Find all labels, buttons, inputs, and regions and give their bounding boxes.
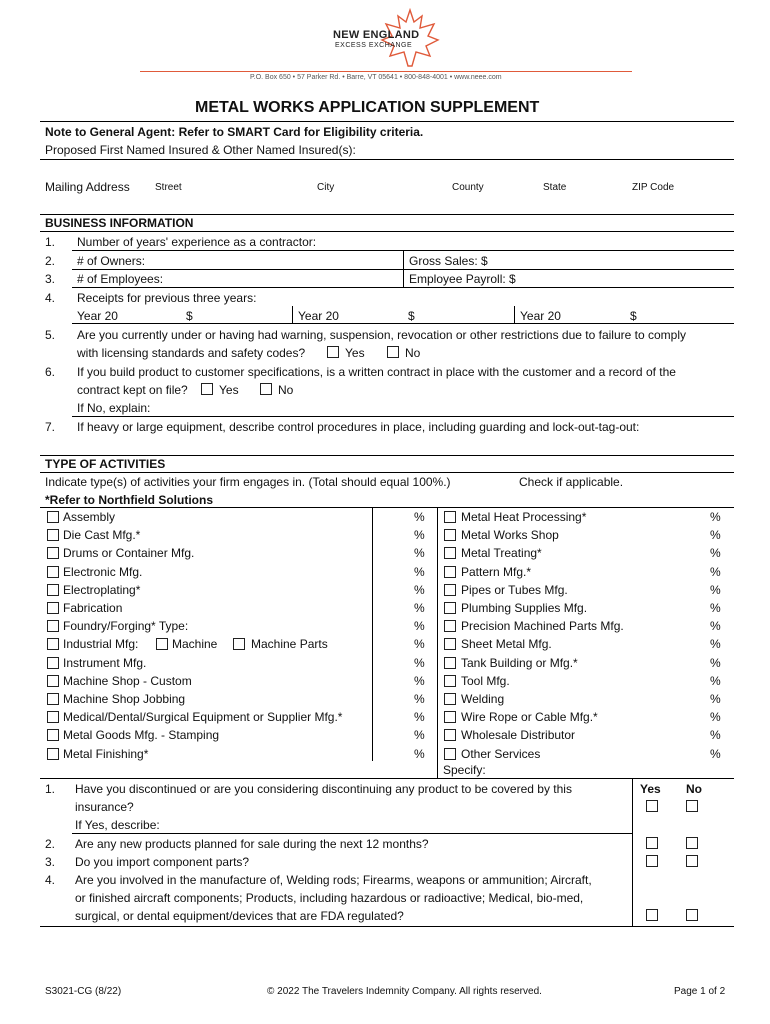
zip-label: ZIP Code bbox=[632, 182, 675, 193]
activity-left-checkbox[interactable] bbox=[47, 529, 59, 541]
q2-text: Are any new products planned for sale during the next 12 months? bbox=[75, 837, 429, 851]
bq6-text-a: If you build product to customer specifications, is a written contract in place with the customer and a record of the bbox=[77, 365, 676, 379]
activities-check-note: Check if applicable. bbox=[519, 475, 624, 489]
activities-heading-rule bbox=[40, 472, 734, 473]
bq2-num: 2. bbox=[45, 254, 56, 268]
activity-left-percent: % bbox=[414, 528, 425, 542]
city-label: City bbox=[317, 182, 335, 193]
q4-no-checkbox[interactable] bbox=[686, 909, 698, 921]
bq5-no-label: No bbox=[405, 346, 421, 360]
bq6-no-checkbox[interactable] bbox=[260, 383, 272, 395]
page-title: METAL WORKS APPLICATION SUPPLEMENT bbox=[195, 99, 540, 116]
activity-left-checkbox[interactable] bbox=[47, 566, 59, 578]
activity-right-percent: % bbox=[710, 692, 721, 706]
q1-num: 1. bbox=[45, 782, 56, 796]
activity-left-checkbox[interactable] bbox=[47, 711, 59, 723]
employee-payroll-label: Employee Payroll: $ bbox=[409, 272, 516, 286]
q3-yes-checkbox[interactable] bbox=[646, 855, 658, 867]
activity-right-label: Plumbing Supplies Mfg. bbox=[461, 601, 588, 615]
activity-right-label: Sheet Metal Mfg. bbox=[461, 637, 552, 651]
activities-top-rule bbox=[40, 455, 734, 456]
bq6-rule bbox=[72, 416, 734, 417]
bq5-text-b: with licensing standards and safety codes? bbox=[77, 346, 306, 360]
activity-right-percent: % bbox=[710, 656, 721, 670]
activity-left-label: Assembly bbox=[63, 510, 116, 524]
activity-right-percent: % bbox=[710, 728, 721, 742]
activity-left-label: Die Cast Mfg.* bbox=[63, 528, 141, 542]
activity-left-label: Fabrication bbox=[63, 601, 123, 615]
q4-text-b: or finished aircraft components; Products, including hazardous or radioactive; Medical, bio-med, bbox=[75, 891, 584, 905]
activities-grid-top bbox=[40, 507, 734, 508]
q4-text-a: Are you involved in the manufacture of, Welding rods; Firearms, weapons or ammunition; Aircraft, bbox=[75, 873, 592, 887]
activity-right-checkbox[interactable] bbox=[444, 711, 456, 723]
q4-num: 4. bbox=[45, 873, 56, 887]
county-label: County bbox=[452, 182, 484, 193]
q2-num: 2. bbox=[45, 837, 56, 851]
no-header: No bbox=[686, 782, 702, 796]
activity-left-checkbox[interactable] bbox=[47, 638, 59, 650]
activity-left-percent: % bbox=[414, 674, 425, 688]
activity-left-percent: % bbox=[414, 601, 425, 615]
activity-right-percent: % bbox=[710, 710, 721, 724]
activity-right-label: Pattern Mfg.* bbox=[461, 565, 532, 579]
activity-right-percent: % bbox=[710, 546, 721, 560]
activity-right-percent: % bbox=[710, 637, 721, 651]
activity-right-percent: % bbox=[710, 528, 721, 542]
bq6-explain: If No, explain: bbox=[77, 401, 151, 415]
receipt-dollar-3: $ bbox=[630, 309, 637, 323]
activity-right-label: Metal Treating* bbox=[461, 546, 542, 560]
activity-left-label: Electroplating* bbox=[63, 583, 141, 597]
activity-left-percent: % bbox=[414, 510, 425, 524]
footer-form-number: S3021-CG (8/22) bbox=[45, 986, 122, 997]
receipt-dollar-1: $ bbox=[186, 309, 193, 323]
bq4-text: Receipts for previous three years: bbox=[77, 291, 257, 305]
activities-bottom-rule bbox=[40, 778, 734, 779]
activities-mid-divider bbox=[372, 507, 373, 761]
yes-header: Yes bbox=[640, 782, 661, 796]
footer-page: Page 1 of 2 bbox=[674, 986, 726, 997]
bq6-no-label: No bbox=[278, 383, 294, 397]
header-address: P.O. Box 650 • 57 Parker Rd. • Barre, VT 05641 • 800-848-4001 • www.neee.com bbox=[250, 74, 502, 81]
industrial-machine-parts-checkbox[interactable] bbox=[233, 638, 245, 650]
q1-yes-checkbox[interactable] bbox=[646, 800, 658, 812]
activity-left-percent: % bbox=[414, 728, 425, 742]
bq6-yes-label: Yes bbox=[219, 383, 239, 397]
bq3-num: 3. bbox=[45, 272, 56, 286]
footer-copyright: © 2022 The Travelers Indemnity Company. All rights reserved. bbox=[267, 986, 542, 997]
activity-left-percent: % bbox=[414, 710, 425, 724]
logo-line2: EXCESS EXCHANGE bbox=[335, 42, 413, 49]
activity-right-percent: % bbox=[710, 601, 721, 615]
activity-right-checkbox[interactable] bbox=[444, 729, 456, 741]
activity-right-checkbox[interactable] bbox=[444, 693, 456, 705]
q3-num: 3. bbox=[45, 855, 56, 869]
q3-text: Do you import component parts? bbox=[75, 855, 250, 869]
activities-right-divider bbox=[437, 507, 438, 779]
activity-right-label: Pipes or Tubes Mfg. bbox=[461, 583, 568, 597]
activity-left-checkbox[interactable] bbox=[47, 511, 59, 523]
bq5-yes-label: Yes bbox=[345, 346, 365, 360]
bq5-no-checkbox[interactable] bbox=[387, 346, 399, 358]
industrial-machine-label: Machine bbox=[172, 637, 218, 651]
activity-right-checkbox[interactable] bbox=[444, 638, 456, 650]
q1-describe: If Yes, describe: bbox=[75, 818, 160, 832]
activity-left-percent: % bbox=[414, 747, 425, 761]
activity-right-label: Wire Rope or Cable Mfg.* bbox=[461, 710, 598, 724]
agent-note: Note to General Agent: Refer to SMART Card for Eligibility criteria. bbox=[45, 125, 424, 139]
bq3-rule bbox=[72, 287, 734, 288]
activity-left-label: Machine Shop - Custom bbox=[63, 674, 192, 688]
bq6-text-b: contract kept on file? bbox=[77, 383, 188, 397]
bq7-text: If heavy or large equipment, describe control procedures in place, including guarding and lock-out-tag-out: bbox=[77, 420, 640, 434]
activity-right-checkbox[interactable] bbox=[444, 620, 456, 632]
activity-right-percent: % bbox=[710, 510, 721, 524]
q1-text-a: Have you discontinued or are you considering discontinuing any product to be covered by this bbox=[75, 782, 572, 796]
activity-left-label: Instrument Mfg. bbox=[63, 656, 147, 670]
activity-right-label: Metal Works Shop bbox=[461, 528, 559, 542]
street-label: Street bbox=[155, 182, 182, 193]
activity-left-percent: % bbox=[414, 656, 425, 670]
receipt-divider-1 bbox=[292, 306, 293, 323]
activity-left-percent: % bbox=[414, 583, 425, 597]
activity-left-percent: % bbox=[414, 565, 425, 579]
activities-instruction: Indicate type(s) of activities your firm engages in. (Total should equal 100%.) bbox=[45, 475, 451, 489]
activity-left-label: Foundry/Forging* Type: bbox=[63, 619, 189, 633]
activity-right-label: Other Services bbox=[461, 747, 541, 761]
activity-right-label: Wholesale Distributor bbox=[461, 728, 576, 742]
activity-left-checkbox[interactable] bbox=[47, 547, 59, 559]
activity-right-percent: % bbox=[710, 583, 721, 597]
activity-left-percent: % bbox=[414, 692, 425, 706]
bq4-rule bbox=[72, 323, 734, 324]
header-rule bbox=[140, 71, 632, 72]
business-info-heading: BUSINESS INFORMATION bbox=[45, 216, 194, 230]
activities-specify: Specify: bbox=[443, 763, 486, 777]
bq3-text: # of Employees: bbox=[77, 272, 164, 286]
activity-right-checkbox[interactable] bbox=[444, 511, 456, 523]
activity-right-label: Tank Building or Mfg.* bbox=[461, 656, 578, 670]
activity-left-label: Metal Goods Mfg. - Stamping bbox=[63, 728, 220, 742]
bq1-text: Number of years' experience as a contractor: bbox=[77, 235, 317, 249]
activity-left-checkbox[interactable] bbox=[47, 620, 59, 632]
q1-no-checkbox[interactable] bbox=[686, 800, 698, 812]
activity-right-percent: % bbox=[710, 565, 721, 579]
activity-left-percent: % bbox=[414, 619, 425, 633]
q3-no-checkbox[interactable] bbox=[686, 855, 698, 867]
q1-text-b: insurance? bbox=[75, 800, 134, 814]
state-label: State bbox=[543, 182, 567, 193]
activity-left-checkbox[interactable] bbox=[47, 729, 59, 741]
bq5-text-a: Are you currently under or having had warning, suspension, revocation or other restrictions due to failure to comply bbox=[77, 328, 686, 342]
bq7-num: 7. bbox=[45, 420, 56, 434]
activity-right-label: Metal Heat Processing* bbox=[461, 510, 587, 524]
bq5-yes-checkbox[interactable] bbox=[327, 346, 339, 358]
activity-left-checkbox[interactable] bbox=[47, 602, 59, 614]
logo-line1: NEW ENGLAND bbox=[333, 29, 420, 41]
proposed-insured-label: Proposed First Named Insured & Other Named Insured(s): bbox=[45, 143, 356, 157]
activity-right-percent: % bbox=[710, 674, 721, 688]
bq1-num: 1. bbox=[45, 235, 56, 249]
industrial-machine-checkbox[interactable] bbox=[156, 638, 168, 650]
industrial-machine-parts-label: Machine Parts bbox=[251, 637, 328, 651]
activity-left-percent: % bbox=[414, 637, 425, 651]
activity-right-label: Precision Machined Parts Mfg. bbox=[461, 619, 624, 633]
activity-right-checkbox[interactable] bbox=[444, 529, 456, 541]
bq4-num: 4. bbox=[45, 291, 56, 305]
activity-left-label: Machine Shop Jobbing bbox=[63, 692, 186, 706]
proposed-rule bbox=[40, 159, 734, 160]
activity-right-percent: % bbox=[710, 619, 721, 633]
receipt-year-2: Year 20 bbox=[298, 309, 339, 323]
activity-left-label: Metal Finishing* bbox=[63, 747, 149, 761]
activity-left-checkbox[interactable] bbox=[47, 584, 59, 596]
bq6-yes-checkbox[interactable] bbox=[201, 383, 213, 395]
activity-right-checkbox[interactable] bbox=[444, 602, 456, 614]
activity-left-label: Medical/Dental/Surgical Equipment or Supplier Mfg.* bbox=[63, 710, 343, 724]
questions-divider bbox=[632, 779, 633, 927]
activity-right-percent: % bbox=[710, 747, 721, 761]
bq6-num: 6. bbox=[45, 365, 56, 379]
activity-left-checkbox[interactable] bbox=[47, 748, 59, 760]
questions-bottom-rule bbox=[40, 926, 734, 927]
activity-right-checkbox[interactable] bbox=[444, 675, 456, 687]
activity-left-checkbox[interactable] bbox=[47, 675, 59, 687]
bq5-num: 5. bbox=[45, 328, 56, 342]
activity-left-percent: % bbox=[414, 546, 425, 560]
gross-sales-label: Gross Sales: $ bbox=[409, 254, 488, 268]
receipt-year-1: Year 20 bbox=[77, 309, 118, 323]
activity-right-checkbox[interactable] bbox=[444, 547, 456, 559]
receipt-year-3: Year 20 bbox=[520, 309, 561, 323]
activities-refer: *Refer to Northfield Solutions bbox=[45, 493, 213, 507]
bq2-text: # of Owners: bbox=[77, 254, 146, 268]
activity-right-checkbox[interactable] bbox=[444, 584, 456, 596]
mailing-address-label: Mailing Address bbox=[45, 180, 130, 194]
activity-left-label: Drums or Container Mfg. bbox=[63, 546, 195, 560]
activity-left-label: Industrial Mfg: bbox=[63, 637, 139, 651]
q2-yes-checkbox[interactable] bbox=[646, 837, 658, 849]
activity-right-checkbox[interactable] bbox=[444, 657, 456, 669]
activity-left-checkbox[interactable] bbox=[47, 693, 59, 705]
receipt-dollar-2: $ bbox=[408, 309, 415, 323]
q1-rule bbox=[72, 833, 632, 834]
mailing-rule bbox=[40, 214, 734, 215]
activity-right-checkbox[interactable] bbox=[444, 748, 456, 760]
activity-right-checkbox[interactable] bbox=[444, 566, 456, 578]
activity-left-checkbox[interactable] bbox=[47, 657, 59, 669]
activity-right-label: Welding bbox=[461, 692, 505, 706]
q4-text-c: surgical, or dental equipment/devices that are FDA regulated? bbox=[75, 909, 404, 923]
activity-left-label: Electronic Mfg. bbox=[63, 565, 143, 579]
activities-heading: TYPE OF ACTIVITIES bbox=[45, 457, 166, 471]
title-rule bbox=[40, 121, 734, 122]
bq2-3-divider bbox=[403, 251, 404, 288]
q4-yes-checkbox[interactable] bbox=[646, 909, 658, 921]
business-heading-rule bbox=[40, 231, 734, 232]
activity-right-label: Tool Mfg. bbox=[461, 674, 510, 688]
q2-no-checkbox[interactable] bbox=[686, 837, 698, 849]
receipt-divider-2 bbox=[514, 306, 515, 323]
